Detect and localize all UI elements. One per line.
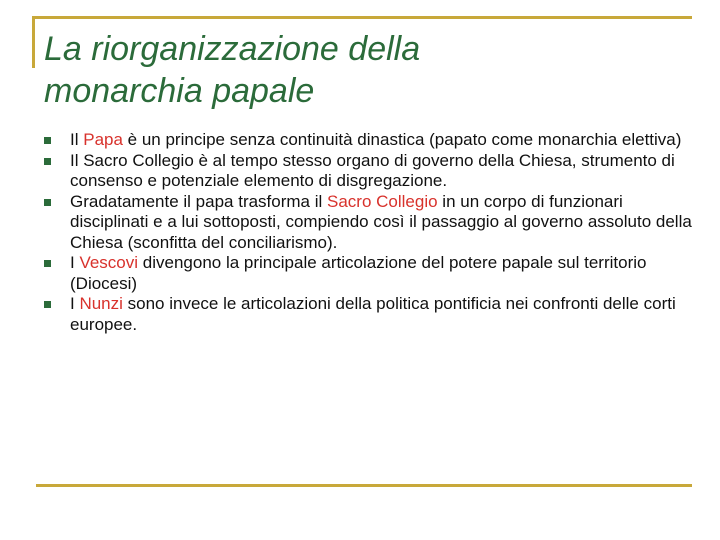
bullet-item-papa <box>44 130 694 151</box>
square-bullet-icon <box>44 137 51 144</box>
bullet-text-post: in un corpo di funzionari disciplinati e a lui sottoposti, compiendo così il passaggio al governo assoluto della Chiesa (sconfitta del conciliarismo). <box>70 191 692 252</box>
square-bullet-icon <box>44 301 51 308</box>
square-bullet-icon <box>44 158 51 165</box>
bullet-item-trasformazione <box>44 192 694 254</box>
bullet-item-sacro-collegio <box>44 151 694 192</box>
left-rule <box>32 16 35 68</box>
bullet-item-vescovi <box>44 253 694 294</box>
slide-title-line-1: La riorganizzazione della <box>44 30 421 68</box>
bullet-text-pre: Il <box>70 130 84 149</box>
bullet-text-pre: Gradatamente il papa trasforma il <box>70 191 328 211</box>
slide-title-line-2: monarchia papale <box>44 72 315 110</box>
bullet-text-pre: I <box>70 253 80 272</box>
slide-title <box>44 28 684 112</box>
bullet-highlight: Vescovi <box>79 253 139 272</box>
top-rule <box>32 16 692 19</box>
bullet-text-post: sono invece le articolazioni della politica pontificia nei confronti delle corti europee. <box>70 294 676 334</box>
bullet-item-nunzi <box>44 294 694 335</box>
bullet-text-pre: Il Sacro Collegio è al tempo stesso organo di governo della Chiesa, strumento di consenso e potenziale elemento di disgregazione. <box>70 150 675 190</box>
bullet-list <box>44 130 694 335</box>
bullet-text-post: divengono la principale articolazione del potere papale sul territorio (Diocesi) <box>70 253 647 293</box>
bullet-highlight: Papa <box>83 130 123 149</box>
bottom-rule <box>36 484 692 487</box>
bullet-highlight: Sacro Collegio <box>327 191 438 211</box>
bullet-highlight: Nunzi <box>79 294 123 313</box>
square-bullet-icon <box>44 199 51 206</box>
square-bullet-icon <box>44 260 51 267</box>
bullet-text-post: è un principe senza continuità dinastica (papato come monarchia elettiva) <box>122 130 682 149</box>
bullet-text-pre: I <box>70 294 80 313</box>
